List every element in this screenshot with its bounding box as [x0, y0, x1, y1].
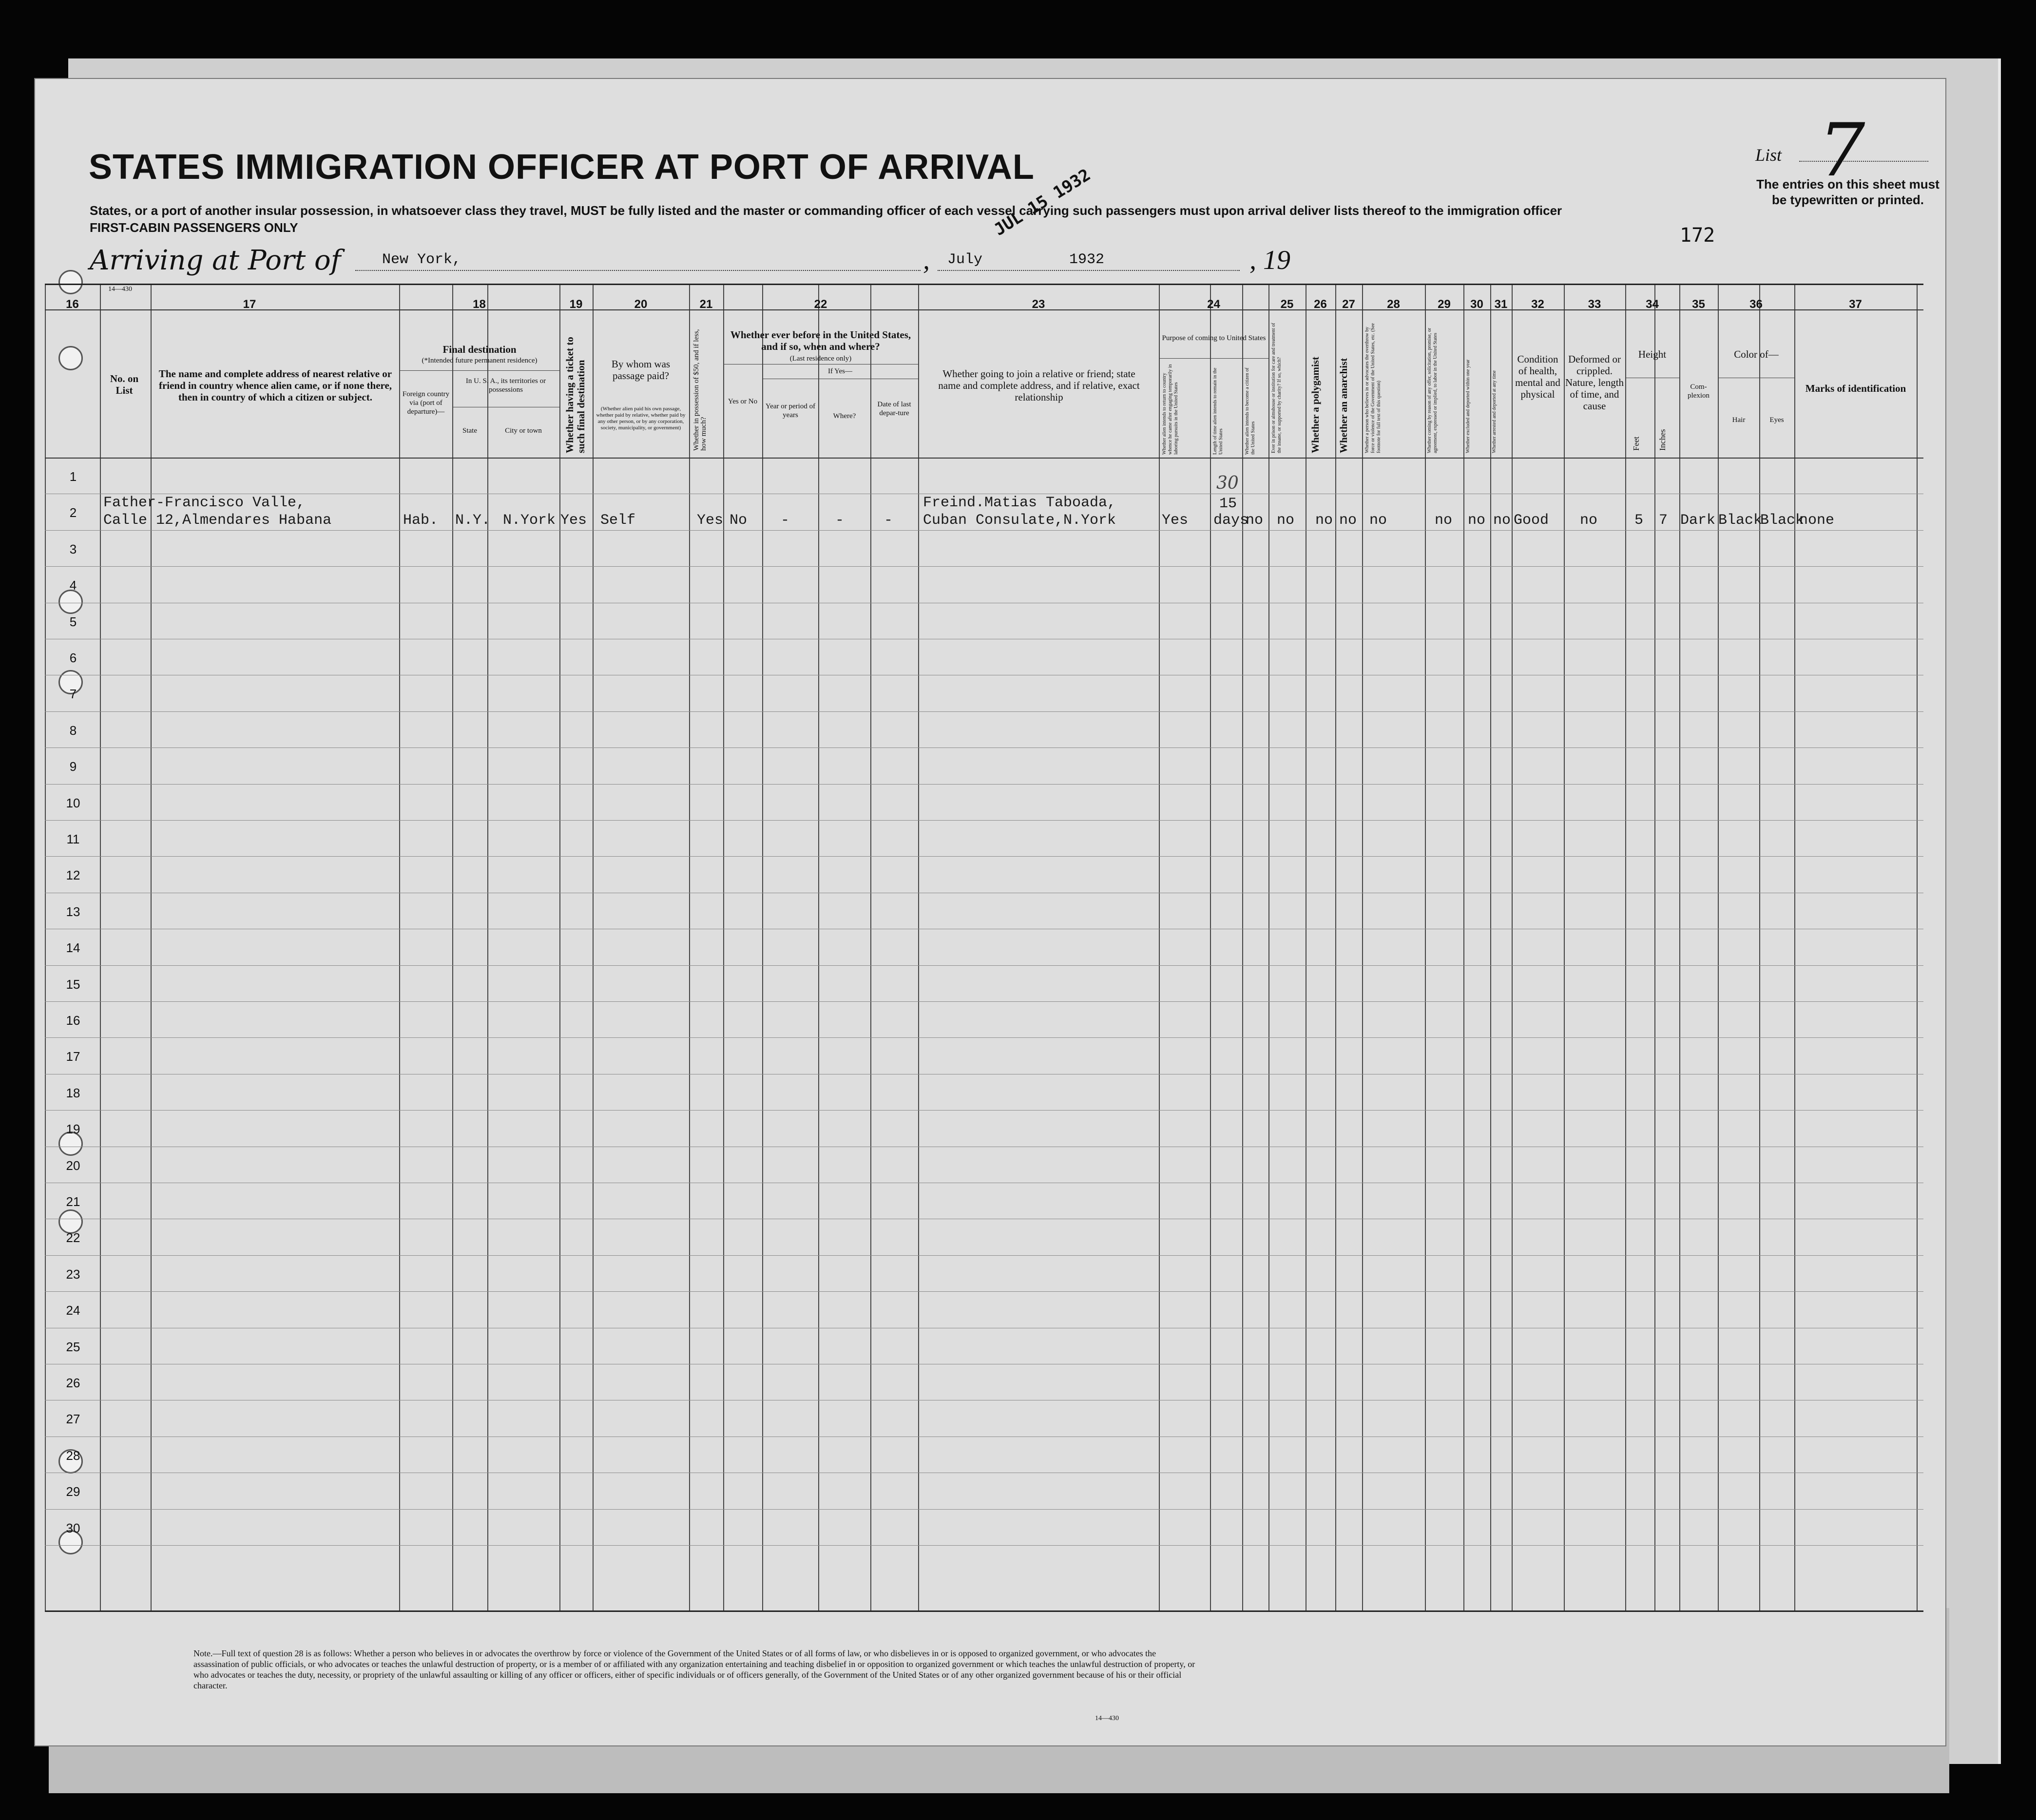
- header-color-of: Color of—: [1734, 348, 1779, 360]
- header-in-usa: In U. S. A., its territories or possessions: [465, 377, 546, 394]
- header-if-yes: If Yes—: [827, 367, 852, 375]
- length-unit: days: [1213, 512, 1249, 529]
- header-col25: Ever in prison or almshouse or institution for care and treatment of the insane, or supported by charity? If so, which?: [1271, 323, 1282, 453]
- length-value: 15: [1219, 496, 1237, 512]
- header-col31: Whether arrested and deported at any time: [1492, 370, 1497, 453]
- col-rule: [1159, 285, 1160, 1610]
- row-number: 7: [69, 687, 77, 702]
- col-rule: [559, 285, 560, 1610]
- header-ever-before: Whether ever before in the United States, and if so, when and where?: [730, 329, 911, 352]
- header-join-relative: Whether going to join a relative or friend; state name and complete address, and if relative, exact relationship: [938, 368, 1140, 403]
- colnum: 17: [243, 298, 256, 311]
- row-number: 2: [69, 505, 77, 520]
- header-feet: Feet: [1632, 436, 1641, 451]
- header-bottom-rule: [45, 458, 1923, 459]
- col-rule: [1679, 285, 1680, 1610]
- row-number: 10: [66, 795, 80, 810]
- header-no-on-list: No. on List: [110, 373, 139, 396]
- passage-value: Self: [600, 512, 636, 529]
- colnum: 16: [66, 298, 79, 311]
- col-rule: [918, 285, 919, 1610]
- header-foreign-country: Foreign country via (port of departure)—: [402, 390, 450, 416]
- comma: ,: [923, 245, 930, 275]
- list-block: [1755, 98, 1940, 206]
- return-value: Yes: [1162, 512, 1189, 529]
- col27-value: no: [1339, 512, 1357, 529]
- header-deformed: Deformed or crippled. Nature, length of time, and cause: [1565, 353, 1624, 412]
- stamp-number: 172: [1680, 224, 1715, 247]
- relative-line2: Calle 12,Almendares Habana: [103, 512, 332, 529]
- arrival-year: 1932: [1069, 251, 1105, 268]
- where-value: -: [835, 512, 845, 529]
- health-value: Good: [1514, 512, 1549, 529]
- row-number: 29: [66, 1484, 80, 1499]
- header-where: Where?: [833, 412, 856, 420]
- col-rule: [1512, 285, 1513, 1610]
- col-rule: [1268, 285, 1269, 1610]
- row-number: 28: [66, 1448, 80, 1463]
- class-note: FIRST-CABIN PASSENGERS ONLY: [90, 220, 298, 235]
- colnum: 24: [1207, 298, 1220, 311]
- col-rule: [1654, 285, 1655, 1610]
- row-rule: [45, 1255, 1923, 1256]
- header-yes-or-no: Yes or No: [728, 398, 758, 405]
- col26-value: no: [1315, 512, 1333, 529]
- row-number: 16: [66, 1013, 80, 1028]
- header-date-departure: Date of last depar-ture: [877, 401, 911, 417]
- col25-value: no: [1277, 512, 1295, 529]
- colnum: 30: [1470, 298, 1483, 311]
- arrival-label: Arriving at Port of: [90, 245, 341, 276]
- row-number: 6: [69, 651, 77, 665]
- col-rule: [452, 285, 453, 1610]
- row-number: 20: [66, 1158, 80, 1173]
- ticket-value: Yes: [560, 512, 587, 529]
- colnum: 32: [1531, 298, 1544, 311]
- header-purpose: Purpose of coming to United States: [1162, 334, 1266, 342]
- row-rule: [45, 711, 1923, 712]
- row-rule: [45, 1001, 1923, 1002]
- colnum: 26: [1314, 298, 1327, 311]
- header-col27: Whether an anarchist: [1338, 358, 1349, 453]
- header-subrule: [1159, 358, 1268, 359]
- marks-value: none: [1799, 512, 1835, 529]
- col-rule: [1242, 285, 1243, 1610]
- list-note: The entries on this sheet must be typewritten or printed.: [1756, 177, 1940, 207]
- col-rule: [762, 285, 763, 1610]
- deformed-value: no: [1580, 512, 1598, 529]
- col-rule: [1794, 285, 1795, 1610]
- colnum: 37: [1849, 298, 1862, 311]
- header-final-note: (*Intended future permanent residence): [422, 357, 538, 364]
- header-ticket: Whether having a ticket to such final destination: [564, 337, 587, 453]
- col-rule: [399, 285, 400, 1610]
- col-rule: [151, 285, 152, 1610]
- row-number: 24: [66, 1303, 80, 1318]
- row-rule: [45, 566, 1923, 567]
- row-rule: [45, 1545, 1923, 1546]
- year-prefix: , 19: [1249, 245, 1290, 275]
- ever-before-value: No: [730, 512, 748, 529]
- row-number: 14: [66, 940, 80, 956]
- header-eyes: Eyes: [1769, 416, 1784, 424]
- departure-value: -: [884, 512, 893, 529]
- row-rule: [45, 530, 1923, 531]
- row-rule: [45, 856, 1923, 857]
- join-line2: Cuban Consulate,N.York: [923, 512, 1116, 529]
- feet-value: 5: [1634, 512, 1644, 529]
- hair-value: Black: [1718, 512, 1763, 529]
- col-rule: [870, 285, 871, 1610]
- header-ever-note: (Last residence only): [789, 355, 852, 363]
- manifest-sheet: [35, 79, 1945, 1745]
- row-rule: [45, 784, 1923, 785]
- arrival-port: New York,: [382, 251, 461, 268]
- header-complexion: Com-plexion: [1688, 383, 1709, 400]
- row-number: 9: [69, 759, 77, 774]
- header-city: City or town: [505, 427, 542, 435]
- col-rule: [1564, 285, 1565, 1610]
- header-height: Height: [1638, 348, 1667, 360]
- row-number: 5: [69, 614, 77, 629]
- foreign-via: Hab.: [403, 512, 439, 529]
- colnum: 33: [1588, 298, 1601, 311]
- header-purpose-length: Length of time alien intends to remain in the United States: [1212, 367, 1224, 455]
- col-rule: [45, 285, 46, 1610]
- row-number: 8: [69, 723, 77, 738]
- col-rule: [593, 285, 594, 1610]
- row-number: 26: [66, 1376, 80, 1390]
- header-passage-note: (Whether alien paid his own passage, whether paid by relative, whether paid by any other person, or by any corporation, society, municipality, or government): [596, 406, 686, 431]
- col30-value: no: [1468, 512, 1486, 529]
- row-number: 19: [66, 1122, 80, 1137]
- col-rule: [723, 285, 724, 1610]
- header-purpose-return: Whether alien intends to return to country whence he came after engaging temporarily in laboring pursuits in the United States: [1162, 364, 1179, 455]
- header-purpose-citizen: Whether alien intends to become a citizen of the United States: [1245, 367, 1256, 455]
- colnum: 35: [1692, 298, 1705, 311]
- colnum: 22: [814, 298, 827, 311]
- header-marks: Marks of identification: [1805, 383, 1906, 394]
- col-rule: [1425, 285, 1426, 1610]
- col-rule: [1463, 285, 1464, 1610]
- colnum: 29: [1438, 298, 1451, 311]
- join-line1: Freind.Matias Taboada,: [923, 495, 1116, 511]
- footnote: Note.—Full text of question 28 is as follows: Whether a person who believes in or advocates the overthrow by force or violence of the Government of the United States or of all forms of law, or who disbelieves in or is opposed to organized government, or who advocates the assassination of public officials, or who advocates or teaches the unlawful destruction of property, or is a member of or affiliated with any organization entertaining and teaching disbelief in or opposition to organized government or which teaches the unlawful destruction of property, or who advocates or teaches the duty, necessity, or propriety of the unlawful assaulting or killing of any officer or officers, either of specific individuals or of officers generally, of the Government of the United States or of any other organized government because of his or their official character.: [193, 1648, 1195, 1690]
- list-label: List: [1755, 145, 1782, 165]
- footnote-code: 14—430: [1095, 1715, 1119, 1722]
- row-number: 23: [66, 1266, 80, 1282]
- header-passage: By whom was passage paid?: [611, 358, 671, 382]
- colnum: 23: [1032, 298, 1045, 311]
- row-number: 27: [66, 1412, 80, 1427]
- inches-value: 7: [1659, 512, 1668, 529]
- row-number: 25: [66, 1339, 80, 1354]
- colnum: 27: [1342, 298, 1355, 311]
- col-rule: [100, 285, 101, 1610]
- header-inches: Inches: [1658, 429, 1667, 451]
- colnum: 28: [1387, 298, 1400, 311]
- colnum: 31: [1494, 298, 1508, 311]
- row-number: 22: [66, 1230, 80, 1245]
- row-number: 4: [69, 578, 77, 593]
- port-line: [355, 270, 921, 271]
- col-rule: [1362, 285, 1363, 1610]
- header-health: Condition of health, mental and physical: [1515, 353, 1560, 400]
- header-col26: Whether a polygamist: [1309, 357, 1321, 453]
- page-title: STATES IMMIGRATION OFFICER AT PORT OF ARRIVAL: [89, 148, 1035, 187]
- colnum: 34: [1646, 298, 1659, 311]
- col29-value: no: [1435, 512, 1453, 529]
- citizen-value: no: [1246, 512, 1264, 529]
- col-rule: [818, 285, 819, 1610]
- eyes-value: Black: [1760, 512, 1805, 529]
- row-rule: [45, 965, 1923, 966]
- header-col29: Whether coming by reason of any offer, solicitation, promise, or agreement, expressed or implied, to labor in the United States: [1427, 327, 1438, 453]
- row-number: 17: [66, 1049, 80, 1064]
- col-rule: [487, 285, 488, 1610]
- dest-state: N.Y.: [455, 512, 491, 529]
- header-state: State: [462, 427, 477, 435]
- row-rule: [45, 1291, 1923, 1292]
- header-relative: The name and complete address of nearest relative or friend in country whence alien came, or if none there, then in country of which a citizen or subject.: [158, 368, 392, 403]
- row-rule: [45, 747, 1923, 748]
- complexion-value: Dark: [1680, 512, 1716, 529]
- row-number: 12: [66, 868, 80, 883]
- row-rule: [45, 1037, 1923, 1038]
- colnum: 36: [1749, 298, 1763, 311]
- col28-value: no: [1369, 512, 1387, 529]
- col-rule: [1718, 285, 1719, 1610]
- length-handwritten: 30: [1216, 473, 1239, 493]
- colnum: 19: [569, 298, 583, 311]
- form-code: 14—430: [108, 286, 132, 293]
- date-line: [938, 270, 1240, 271]
- col-rule: [1335, 285, 1336, 1610]
- col-rule: [1759, 285, 1760, 1610]
- header-year-period: Year or period of years: [765, 402, 816, 419]
- colnum: 18: [473, 298, 486, 311]
- header-hair: Hair: [1732, 416, 1746, 424]
- row-number: 11: [66, 832, 80, 846]
- col-rule: [1210, 285, 1211, 1610]
- header-money: Whether in possession of $50, and if less, how much?: [692, 329, 708, 451]
- arrival-month: July: [947, 251, 983, 268]
- header-subrule: [399, 370, 559, 371]
- header-col30: Whether excluded and deported within one year: [1465, 359, 1471, 453]
- row-number: 21: [66, 1194, 80, 1209]
- colnum: 21: [699, 298, 713, 311]
- list-number: 7: [1819, 108, 1865, 193]
- money-value: Yes: [697, 512, 724, 529]
- year-period-value: -: [781, 512, 790, 529]
- row-rule: [45, 1509, 1923, 1510]
- row-rule: [45, 820, 1923, 821]
- col-rule: [689, 285, 690, 1610]
- col-rule: [1490, 285, 1491, 1610]
- colnum: 20: [634, 298, 648, 311]
- dest-city: N.York: [503, 512, 556, 529]
- header-col28: Whether a person who believes in or advocates the overthrow by force or violence of the Government of the United States, etc. (See footnote for full text of this question): [1364, 323, 1382, 453]
- row-number: 1: [69, 469, 77, 484]
- date-stamp: JUL 15 1932: [990, 165, 1094, 240]
- page-subtitle: States, or a port of another insular possession, in whatsoever class they travel, MUST be fully listed and the master or commanding officer of each vessel carrying such passengers must upon arrival deliver lists thereof to the immigration officer: [90, 203, 1562, 218]
- manifest-table: [45, 284, 1923, 1612]
- header-final-destination: Final destination: [442, 344, 517, 355]
- year-prefix-value: 19: [1263, 245, 1290, 275]
- row-number: 15: [66, 977, 80, 992]
- col-rule: [1625, 285, 1626, 1610]
- colnum: 25: [1280, 298, 1294, 311]
- col31-value: no: [1493, 512, 1511, 529]
- row-number: 30: [66, 1520, 80, 1535]
- relative-line1: Father-Francisco Valle,: [103, 495, 306, 511]
- row-number: 3: [69, 541, 77, 556]
- row-number: 13: [66, 904, 80, 919]
- col-rule: [1917, 285, 1918, 1610]
- row-number: 18: [66, 1085, 80, 1100]
- row-rule: [45, 1110, 1923, 1111]
